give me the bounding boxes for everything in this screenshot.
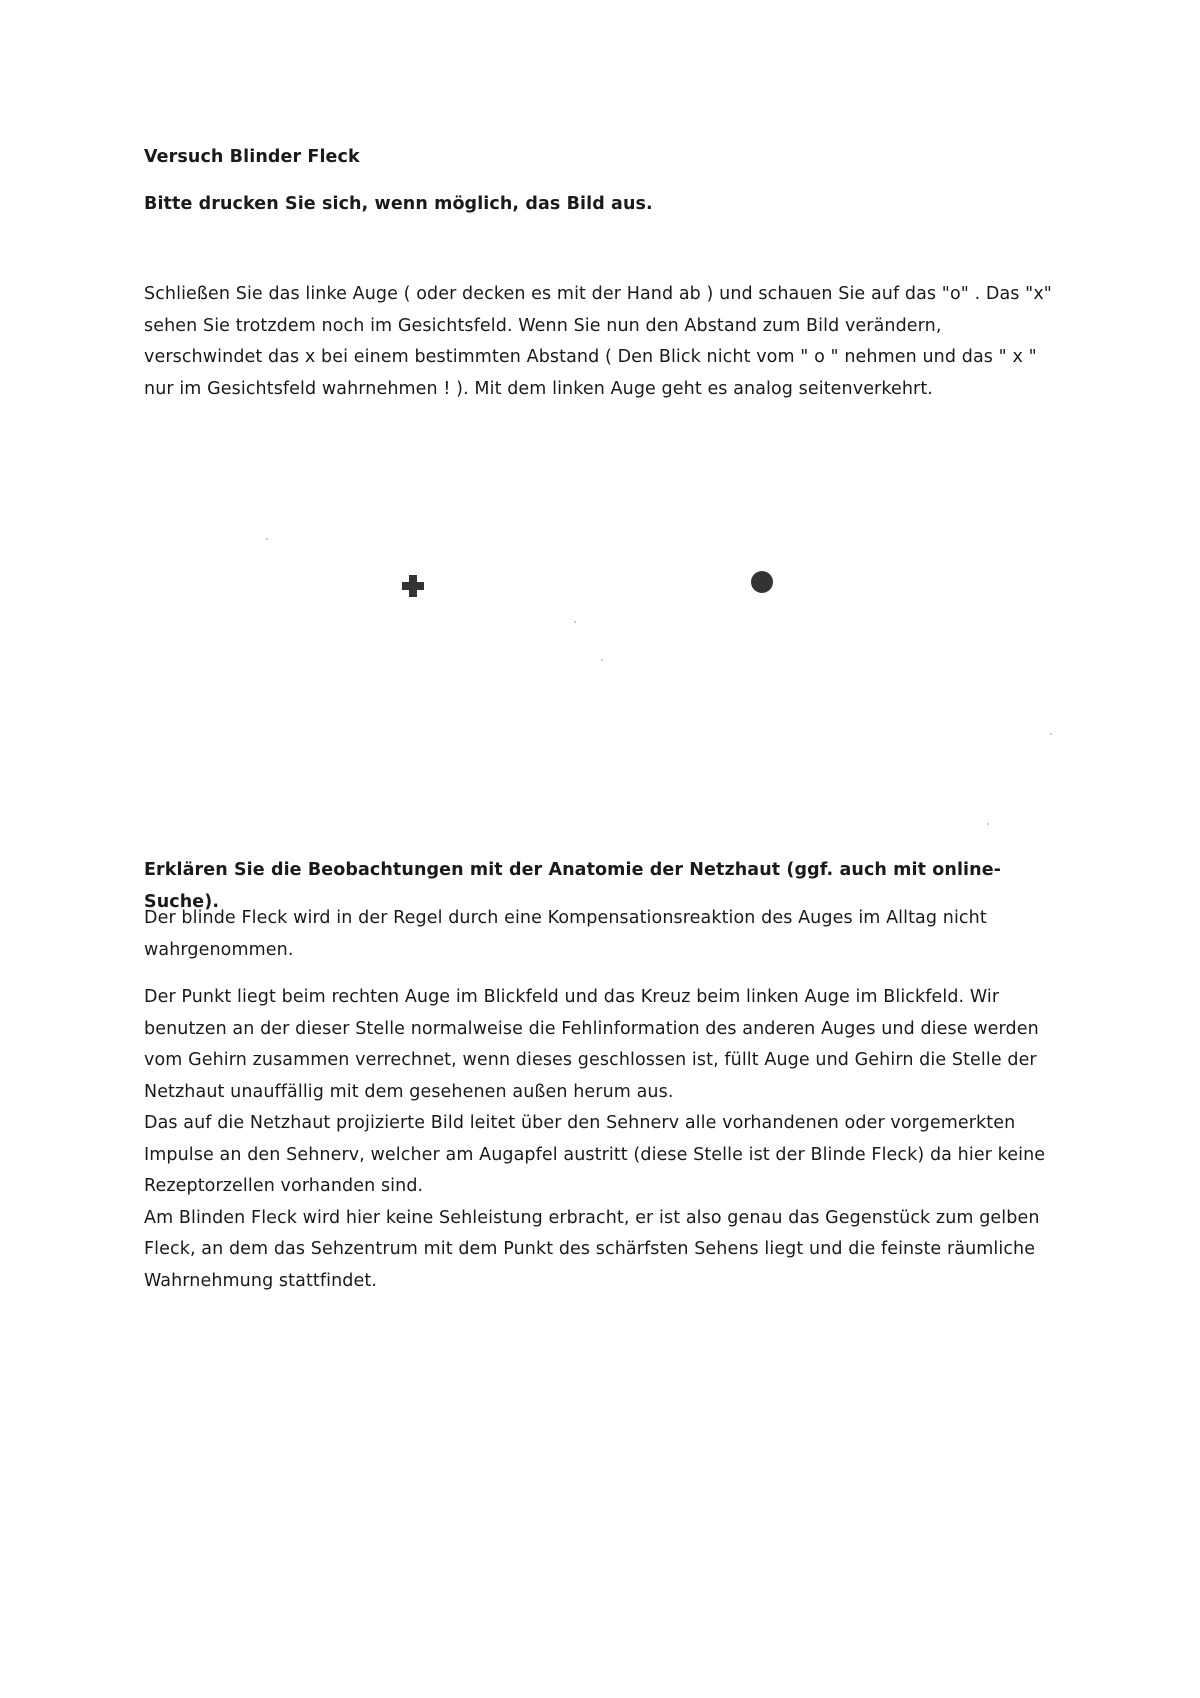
instruction-line: Schließen Sie das linke Auge ( oder decken es mit der Hand ab ) und schauen Sie auf das "o" . Das "x": [144, 284, 1052, 304]
answer-line: Der blinde Fleck wird in der Regel durch eine Kompensationsreaktion des Auges im Alltag nicht: [144, 908, 987, 928]
experiment-instructions: [144, 279, 1074, 405]
answer-line: Der Punkt liegt beim rechten Auge im Blickfeld und das Kreuz beim linken Auge im Blickfeld. Wir: [144, 987, 1000, 1007]
instruction-line: nur im Gesichtsfeld wahrnehmen ! ). Mit dem linken Auge geht es analog seitenverkehrt.: [144, 378, 933, 399]
scan-speck: [601, 659, 603, 661]
scan-speck: [574, 621, 576, 623]
answer-line: Impulse an den Sehnerv, welcher am Augapfel austritt (diese Stelle ist der Blinde Fleck) da hier keine: [144, 1144, 1046, 1165]
answer-line: Wahrnehmung stattfindet.: [144, 1270, 377, 1291]
answer-paragraph-2: [144, 982, 1074, 1297]
answer-line: Netzhaut unauffällig mit dem gesehenen außen herum aus.: [144, 1081, 674, 1102]
answer-line: Rezeptorzellen vorhanden sind.: [144, 1176, 424, 1196]
answer-line: benutzen an der dieser Stelle normalweise die Fehlinformation des anderen Auges und diese werden: [144, 1018, 1039, 1039]
question-heading: Erklären Sie die Beobachtungen mit der Anatomie der Netzhaut (ggf. auch mit online-Suche).: [144, 860, 1002, 912]
answer-line: Am Blinden Fleck wird hier keine Sehleistung erbracht, er ist also genau das Gegenstück zum gelben: [144, 1207, 1040, 1228]
cross-icon: [402, 575, 424, 597]
document-title: Versuch Blinder Fleck: [144, 147, 360, 167]
answer-line: vom Gehirn zusammen verrechnet, wenn dieses geschlossen ist, füllt Auge und Gehirn die Stelle der: [144, 1050, 1037, 1070]
scan-speck: [987, 823, 989, 825]
answer-paragraph-1: [144, 903, 1074, 966]
answer-line: wahrgenommen.: [144, 939, 294, 960]
answer-line: Fleck, an dem das Sehzentrum mit dem Punkt des schärfsten Sehens liegt und die feinste räumliche: [144, 1239, 1036, 1259]
print-instruction: Bitte drucken Sie sich, wenn möglich, das Bild aus.: [144, 194, 653, 214]
instruction-line: verschwindet das x bei einem bestimmten Abstand ( Den Blick nicht vom " o " nehmen und das " x ": [144, 347, 1037, 367]
scan-speck: [266, 538, 268, 540]
answer-line: Das auf die Netzhaut projizierte Bild leitet über den Sehnerv alle vorhandenen oder vorgemerkten: [144, 1113, 1016, 1133]
scan-speck: [1050, 733, 1052, 735]
instruction-line: sehen Sie trotzdem noch im Gesichtsfeld. Wenn Sie nun den Abstand zum Bild verändern,: [144, 315, 942, 336]
dot-icon: [751, 571, 773, 593]
